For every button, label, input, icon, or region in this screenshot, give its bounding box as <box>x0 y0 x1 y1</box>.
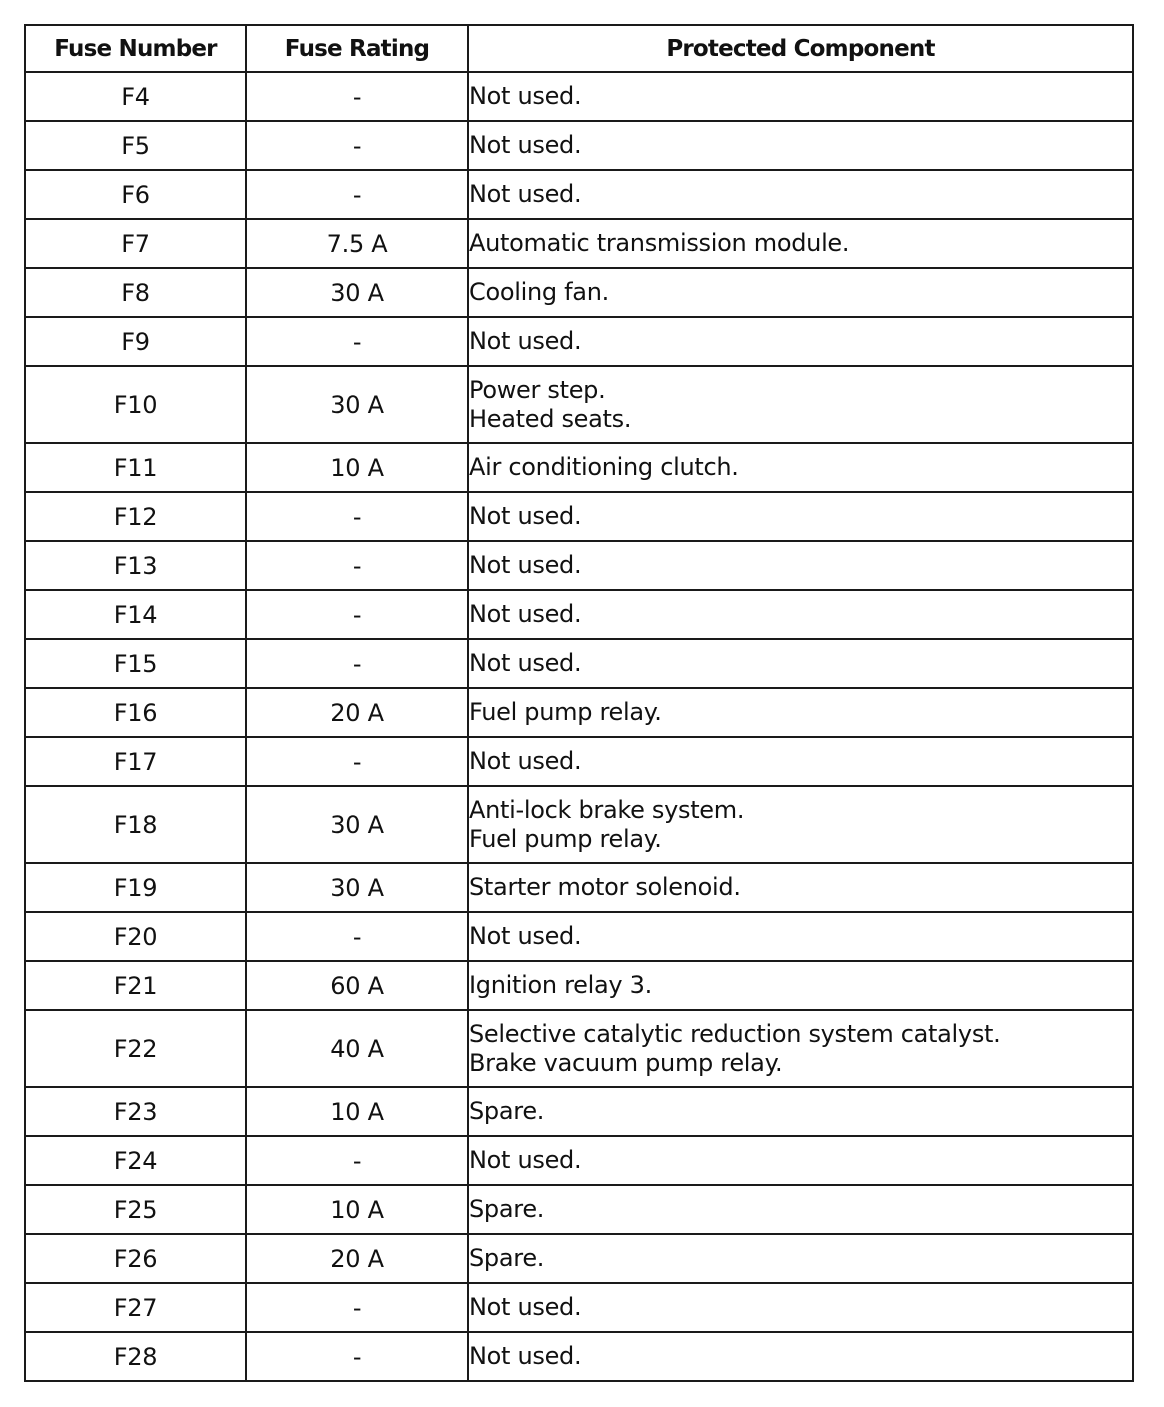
component-text: Heated seats. <box>469 404 632 433</box>
component-text: Starter motor solenoid. <box>469 873 741 901</box>
fuse-rating-cell: - <box>246 1283 468 1332</box>
table-row <box>25 639 1133 688</box>
protected-component-cell <box>468 541 1133 590</box>
fuse-rating-cell: - <box>246 170 468 219</box>
table-row <box>25 688 1133 737</box>
table-row <box>25 1234 1133 1283</box>
protected-component-cell <box>468 1332 1133 1381</box>
component-text: Fuel pump relay. <box>469 698 662 726</box>
fuse-table-body <box>25 72 1133 1381</box>
fuse-rating-cell: 7.5 A <box>246 219 468 268</box>
fuse-rating-cell: - <box>246 541 468 590</box>
component-text: Cooling fan. <box>469 278 609 306</box>
protected-component-cell <box>468 317 1133 366</box>
fuse-rating-cell: - <box>246 1332 468 1381</box>
fuse-rating-cell: - <box>246 912 468 961</box>
component-text: Not used. <box>469 1293 582 1321</box>
table-row <box>25 737 1133 786</box>
protected-component-cell <box>468 1010 1133 1087</box>
protected-component-cell <box>468 219 1133 268</box>
component-text: Power step. <box>469 375 606 404</box>
protected-component-cell <box>468 268 1133 317</box>
protected-component-cell <box>468 590 1133 639</box>
table-row <box>25 541 1133 590</box>
component-text: Brake vacuum pump relay. <box>469 1048 783 1077</box>
fuse-number-cell: F10 <box>25 366 246 443</box>
protected-component-cell <box>468 1234 1133 1283</box>
component-text: Not used. <box>469 502 582 530</box>
fuse-number-cell: F14 <box>25 590 246 639</box>
protected-component-cell <box>468 961 1133 1010</box>
fuse-number-cell: F5 <box>25 121 246 170</box>
header-fuse-rating: Fuse Rating <box>246 25 468 72</box>
fuse-rating-cell: 40 A <box>246 1010 468 1087</box>
fuse-number-cell: F20 <box>25 912 246 961</box>
fuse-rating-cell: 10 A <box>246 443 468 492</box>
fuse-number-cell: F24 <box>25 1136 246 1185</box>
protected-component-cell <box>468 1283 1133 1332</box>
fuse-number-cell: F8 <box>25 268 246 317</box>
component-text: Not used. <box>469 551 582 579</box>
table-row <box>25 1087 1133 1136</box>
protected-component-cell <box>468 688 1133 737</box>
fuse-rating-cell: 10 A <box>246 1087 468 1136</box>
header-protected-component: Protected Component <box>468 25 1133 72</box>
table-row <box>25 317 1133 366</box>
fuse-rating-cell: 10 A <box>246 1185 468 1234</box>
protected-component-cell <box>468 492 1133 541</box>
component-text: Not used. <box>469 600 582 628</box>
fuse-number-cell: F16 <box>25 688 246 737</box>
component-text: Spare. <box>469 1195 545 1223</box>
table-row <box>25 1010 1133 1087</box>
table-row <box>25 1332 1133 1381</box>
fuse-rating-cell: - <box>246 590 468 639</box>
table-row <box>25 1136 1133 1185</box>
table-row <box>25 1185 1133 1234</box>
protected-component-cell <box>468 170 1133 219</box>
table-row <box>25 492 1133 541</box>
table-row <box>25 590 1133 639</box>
fuse-rating-cell: - <box>246 121 468 170</box>
fuse-number-cell: F15 <box>25 639 246 688</box>
protected-component-cell <box>468 1087 1133 1136</box>
fuse-number-cell: F9 <box>25 317 246 366</box>
fuse-rating-cell: 60 A <box>246 961 468 1010</box>
component-text: Not used. <box>469 327 582 355</box>
component-text: Spare. <box>469 1244 545 1272</box>
fuse-number-cell: F11 <box>25 443 246 492</box>
protected-component-cell <box>468 786 1133 863</box>
fuse-rating-cell: 30 A <box>246 786 468 863</box>
header-row <box>25 25 1133 72</box>
fuse-rating-cell: - <box>246 492 468 541</box>
fuse-rating-cell: 30 A <box>246 863 468 912</box>
table-row <box>25 366 1133 443</box>
protected-component-cell <box>468 863 1133 912</box>
fuse-number-cell: F7 <box>25 219 246 268</box>
table-row <box>25 219 1133 268</box>
protected-component-cell <box>468 366 1133 443</box>
protected-component-cell <box>468 639 1133 688</box>
fuse-number-cell: F23 <box>25 1087 246 1136</box>
fuse-number-cell: F22 <box>25 1010 246 1087</box>
component-text: Not used. <box>469 747 582 775</box>
fuse-rating-cell: - <box>246 737 468 786</box>
protected-component-cell <box>468 912 1133 961</box>
fuse-number-cell: F27 <box>25 1283 246 1332</box>
fuse-number-cell: F25 <box>25 1185 246 1234</box>
table-row <box>25 912 1133 961</box>
fuse-number-cell: F18 <box>25 786 246 863</box>
fuse-number-cell: F17 <box>25 737 246 786</box>
fuse-number-cell: F26 <box>25 1234 246 1283</box>
component-text: Not used. <box>469 1342 582 1370</box>
component-text: Not used. <box>469 131 582 159</box>
fuse-number-cell: F6 <box>25 170 246 219</box>
component-text: Not used. <box>469 1146 582 1174</box>
table-row <box>25 268 1133 317</box>
component-text: Air conditioning clutch. <box>469 453 739 481</box>
header-fuse-number: Fuse Number <box>25 25 246 72</box>
component-text: Anti-lock brake system. <box>469 795 745 824</box>
component-text: Not used. <box>469 180 582 208</box>
table-row <box>25 121 1133 170</box>
table-row <box>25 170 1133 219</box>
component-text: Fuel pump relay. <box>469 824 662 853</box>
protected-component-cell <box>468 121 1133 170</box>
fuse-table <box>24 24 1134 1382</box>
fuse-number-cell: F4 <box>25 72 246 121</box>
table-row <box>25 961 1133 1010</box>
protected-component-cell <box>468 443 1133 492</box>
component-text: Automatic transmission module. <box>469 229 850 257</box>
table-row <box>25 786 1133 863</box>
component-text: Not used. <box>469 649 582 677</box>
fuse-rating-cell: 30 A <box>246 366 468 443</box>
fuse-rating-cell: - <box>246 639 468 688</box>
table-row <box>25 1283 1133 1332</box>
component-text: Not used. <box>469 82 582 110</box>
fuse-rating-cell: 30 A <box>246 268 468 317</box>
fuse-rating-cell: 20 A <box>246 1234 468 1283</box>
fuse-rating-cell: - <box>246 72 468 121</box>
fuse-rating-cell: - <box>246 317 468 366</box>
table-row <box>25 72 1133 121</box>
protected-component-cell <box>468 737 1133 786</box>
protected-component-cell <box>468 1185 1133 1234</box>
fuse-number-cell: F21 <box>25 961 246 1010</box>
fuse-number-cell: F19 <box>25 863 246 912</box>
component-text: Not used. <box>469 922 582 950</box>
table-row <box>25 443 1133 492</box>
component-text: Ignition relay 3. <box>469 971 652 999</box>
component-text: Selective catalytic reduction system catalyst. <box>469 1019 1001 1048</box>
protected-component-cell <box>468 72 1133 121</box>
fuse-number-cell: F12 <box>25 492 246 541</box>
fuse-number-cell: F13 <box>25 541 246 590</box>
fuse-rating-cell: 20 A <box>246 688 468 737</box>
fuse-rating-cell: - <box>246 1136 468 1185</box>
component-text: Spare. <box>469 1097 545 1125</box>
fuse-number-cell: F28 <box>25 1332 246 1381</box>
table-row <box>25 863 1133 912</box>
protected-component-cell <box>468 1136 1133 1185</box>
